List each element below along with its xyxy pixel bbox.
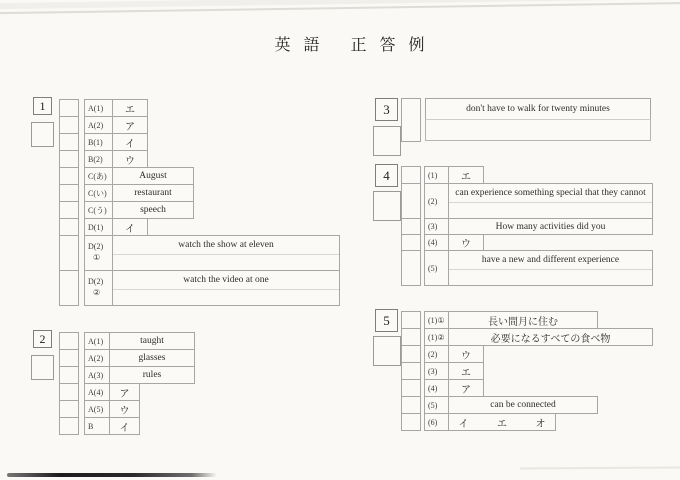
answer-value: エ [448, 362, 484, 380]
section-5-score-column [401, 311, 421, 431]
answer-value: 必要になるすべての食べ物 [448, 328, 653, 346]
score-cell [59, 400, 79, 418]
score-cell [401, 234, 421, 251]
answer-row [84, 349, 195, 367]
answer-label: A(5) [84, 400, 110, 418]
answer-label-sub: ① [93, 253, 101, 262]
answer-value: How many activities did you [448, 218, 653, 235]
answer-value: 長い間月に住む [448, 311, 598, 329]
answer-value: August [112, 167, 194, 185]
answer-value: restaurant [112, 184, 194, 202]
answer-label: (3) [424, 218, 449, 235]
answer-value: エ [112, 99, 148, 117]
answer-row [84, 218, 340, 236]
answer-label: (2) [424, 345, 449, 363]
answer-value: イ エ オ [448, 413, 556, 431]
answer-row [424, 166, 653, 184]
answer-row [424, 396, 653, 414]
score-cell [59, 150, 79, 168]
section-1-number: 1 [33, 97, 52, 115]
answer-row [84, 332, 195, 350]
answer-row [84, 99, 340, 117]
section-4-number: 4 [375, 164, 398, 187]
score-cell [59, 383, 79, 401]
section-3-number: 3 [375, 98, 398, 121]
score-cell [59, 184, 79, 202]
answer-row [84, 201, 340, 219]
section-3-score-column [401, 98, 421, 142]
score-cell [401, 345, 421, 363]
page-title-label: 正答例 [350, 37, 438, 54]
answer-value: rules [109, 366, 195, 384]
answer-label: A(2) [84, 116, 113, 134]
score-cell [59, 167, 79, 185]
score-cell [59, 332, 79, 350]
answer-value: イ [112, 218, 148, 236]
answer-row [84, 150, 340, 168]
answer-value: ア [112, 116, 148, 134]
scan-shadow-line [520, 466, 680, 469]
answer-value [448, 183, 653, 219]
section-5-number: 5 [375, 309, 398, 332]
answer-value [448, 250, 653, 286]
answer-label: (5) [424, 250, 449, 286]
answer-row [424, 362, 653, 380]
answer-row [84, 116, 340, 134]
answer-label: (4) [424, 234, 449, 251]
score-cell [59, 99, 79, 117]
answer-text: don't have to walk for twenty minutes [425, 98, 651, 120]
answer-label [84, 270, 113, 306]
answer-label: B(2) [84, 150, 113, 168]
answer-label: A(1) [84, 99, 113, 117]
page-title-subject: 英語 [274, 37, 333, 54]
answer-label [84, 235, 113, 271]
answer-row [424, 250, 653, 286]
answer-row [84, 383, 195, 401]
answer-row [424, 413, 653, 431]
score-cell [59, 366, 79, 384]
score-cell [401, 413, 421, 431]
answer-text: have a new and different experience [481, 255, 620, 265]
section-4-table [424, 166, 653, 286]
answer-row [424, 218, 653, 235]
answer-value: イ [109, 417, 140, 435]
section-4-score-column [401, 166, 421, 286]
score-cell [59, 235, 79, 271]
answer-row [84, 400, 195, 418]
answer-label: (4) [424, 379, 449, 397]
score-cell [59, 417, 79, 435]
score-cell [401, 396, 421, 414]
score-cell [59, 270, 79, 306]
answer-label-sub: ② [93, 288, 101, 297]
section-4-score-box [373, 191, 401, 221]
answer-value [112, 235, 340, 271]
answer-value: ウ [448, 234, 484, 251]
section-1-score-box [31, 122, 54, 147]
answer-value: ウ [112, 150, 148, 168]
answer-value [112, 270, 340, 306]
answer-row [424, 328, 653, 346]
answer-row [84, 417, 195, 435]
section-5-table [424, 311, 653, 431]
answer-blank-line [449, 202, 652, 218]
answer-label-text: D(2) [88, 277, 104, 287]
answer-row [424, 345, 653, 363]
section-5-score-box [373, 336, 401, 366]
answer-label: (5) [424, 396, 449, 414]
answer-label: (3) [424, 362, 449, 380]
section-2-number: 2 [33, 330, 52, 348]
score-cell [59, 133, 79, 151]
answer-label: B(1) [84, 133, 113, 151]
answer-text: can experience something special that they cannot [455, 188, 646, 198]
answer-label: B [84, 417, 110, 435]
answer-blank-line [113, 254, 339, 270]
score-cell [59, 116, 79, 134]
answer-label-text: D(2) [88, 242, 104, 252]
answer-value: glasses [109, 349, 195, 367]
score-cell [401, 166, 421, 184]
answer-blank-line [425, 119, 651, 141]
answer-blank-line [449, 269, 652, 285]
answer-row [84, 167, 340, 185]
section-2-score-column [59, 332, 79, 435]
answer-blank-line [113, 289, 339, 305]
score-cell [401, 98, 421, 142]
answer-row [424, 183, 653, 219]
score-cell [59, 218, 79, 236]
answer-value: イ [112, 133, 148, 151]
answer-label: A(4) [84, 383, 110, 401]
score-cell [401, 311, 421, 329]
answer-label: (1)② [424, 328, 449, 346]
score-cell [401, 218, 421, 235]
answer-value: can be connected [448, 396, 598, 414]
answer-row [424, 234, 653, 251]
section-2-score-box [31, 355, 54, 380]
score-cell [401, 328, 421, 346]
score-cell [401, 379, 421, 397]
answer-label: A(1) [84, 332, 110, 350]
answer-value: speech [112, 201, 194, 219]
answer-row [84, 184, 340, 202]
answer-label: D(1) [84, 218, 113, 236]
answer-value: ウ [109, 400, 140, 418]
answer-label: A(2) [84, 349, 110, 367]
answer-label: (2) [424, 183, 449, 219]
answer-label: (6) [424, 413, 449, 431]
answer-row [84, 270, 340, 306]
score-cell [401, 362, 421, 380]
answer-value: エ [448, 166, 484, 184]
answer-value: ア [448, 379, 484, 397]
answer-value: taught [109, 332, 195, 350]
section-3-answer-box [425, 98, 651, 141]
answer-label: C(う) [84, 201, 113, 219]
answer-label: A(3) [84, 366, 110, 384]
scan-shadow-bar [7, 473, 217, 477]
answer-text: watch the video at one [183, 275, 269, 285]
answer-label: (1) [424, 166, 449, 184]
answer-label: C(い) [84, 184, 113, 202]
section-3-score-box [373, 126, 401, 156]
page-title [16, 32, 680, 55]
score-cell [59, 201, 79, 219]
score-cell [401, 250, 421, 286]
score-cell [401, 183, 421, 219]
answer-label: (1)① [424, 311, 449, 329]
answer-row [84, 235, 340, 271]
answer-value: ア [109, 383, 140, 401]
score-cell [59, 349, 79, 367]
answer-text: watch the show at eleven [178, 240, 274, 250]
section-2-table [84, 332, 195, 435]
answer-row [424, 379, 653, 397]
answer-value: ウ [448, 345, 484, 363]
section-1-table [84, 99, 340, 306]
answer-row [84, 366, 195, 384]
section-1-score-column [59, 99, 79, 306]
answer-label: C(あ) [84, 167, 113, 185]
answer-row [84, 133, 340, 151]
answer-row [424, 311, 653, 329]
